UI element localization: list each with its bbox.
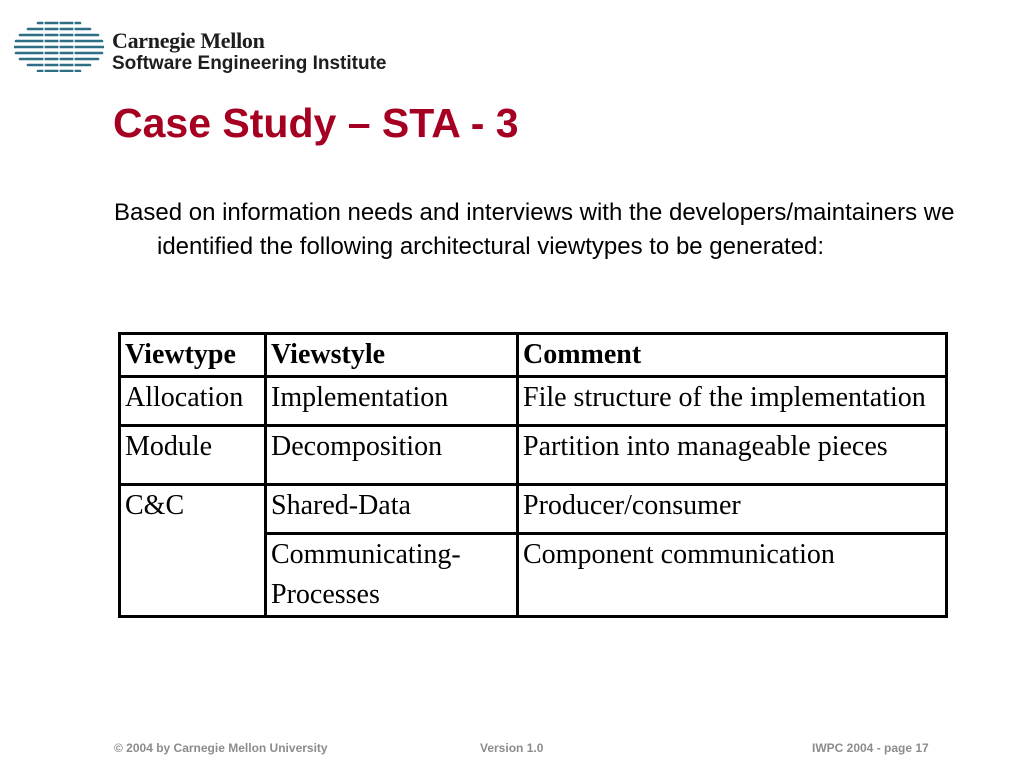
table-row (120, 534, 947, 617)
cell-viewstyle: Decomposition (266, 426, 518, 485)
intro-paragraph: Based on information needs and interviews with the developers/maintainers we identified the following architectural viewtypes to be generated: (114, 199, 955, 260)
footer-copyright: © 2004 by Carnegie Mellon University (114, 741, 328, 755)
org-name: Carnegie Mellon (112, 28, 265, 53)
header-viewstyle: Viewstyle (266, 334, 518, 377)
cell-viewstyle: Implementation (266, 377, 518, 426)
footer-page-number: IWPC 2004 - page 17 (812, 741, 929, 755)
cell-comment: Component communication (518, 534, 947, 617)
cell-viewtype: C&C (120, 485, 266, 534)
cell-comment: Partition into manageable pieces (518, 426, 947, 485)
table-header-row (120, 334, 947, 377)
footer-version: Version 1.0 (480, 741, 544, 755)
header-comment: Comment (518, 334, 947, 377)
cell-viewtype: Module (120, 426, 266, 485)
cell-viewtype (120, 534, 266, 617)
cell-viewstyle: Communicating-Processes (266, 534, 518, 617)
cell-viewtype: Allocation (120, 377, 266, 426)
cell-comment: Producer/consumer (518, 485, 947, 534)
cell-viewstyle: Shared-Data (266, 485, 518, 534)
slide-title: Case Study – STA - 3 (113, 100, 519, 146)
header-viewtype: Viewtype (120, 334, 266, 377)
table-row (120, 485, 947, 534)
seicmu-globe-logo-icon (14, 20, 104, 72)
viewtypes-table (118, 332, 948, 618)
institute-name: Software Engineering Institute (112, 53, 387, 74)
cell-comment: File structure of the implementation (518, 377, 947, 426)
table-row (120, 426, 947, 485)
table-row (120, 377, 947, 426)
